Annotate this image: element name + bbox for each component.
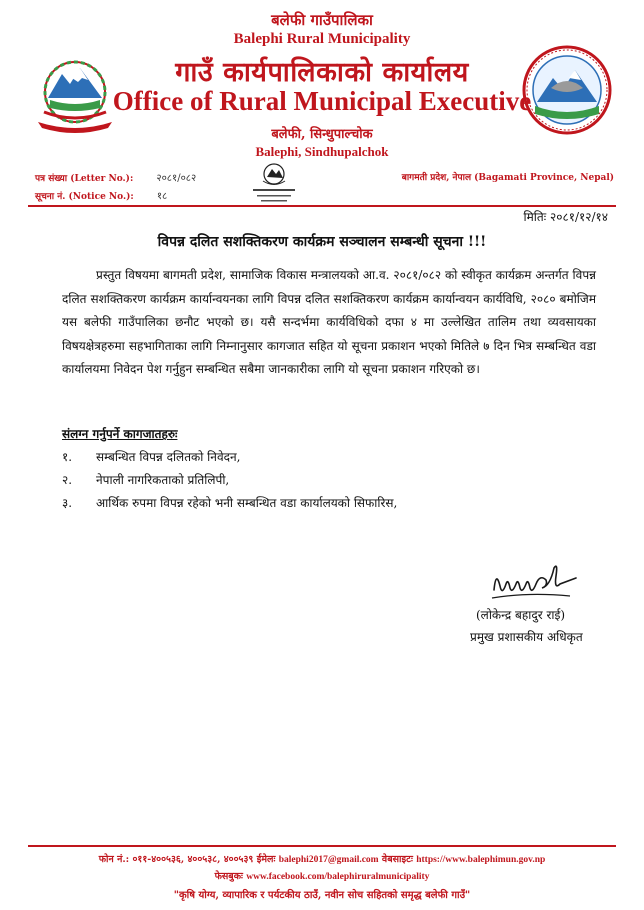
list-item-number: २. xyxy=(62,473,73,487)
footer-facebook-label: फेसबुकः xyxy=(214,871,243,882)
notice-number-label: सूचना नं. (Notice No.): xyxy=(35,192,134,202)
footer-website[interactable]: https://www.balephimun.gov.np xyxy=(416,855,546,865)
footer-facebook[interactable]: www.facebook.com/balephiruralmunicipality xyxy=(246,872,430,882)
list-item-text: आर्थिक रुपमा विपन्न रहेको भनी सम्बन्धित वडा कार्यालयको सिफारिस, xyxy=(96,496,398,510)
notice-number xyxy=(35,188,167,202)
attachments-list xyxy=(62,448,397,517)
list-item xyxy=(62,448,397,471)
footer-phone: फोन नं.: ०११-४००५३६, ४००५३८, ४००५३९ xyxy=(98,854,254,865)
list-item-number: ३. xyxy=(62,496,73,510)
notice-body-text: प्रस्तुत विषयमा बागमती प्रदेश, सामाजिक विकास मन्त्रालयको आ.व. २०८१/०८२ को स्वीकृत कार्यक्रम अन्तर्गत विपन्न दलित सशक्तिकरण कार्यक्रम कार्यान्वयनका लागि विपन्न दलित सशक्तिकरण कार्यक्रम कार्यान्वयन कार्यविधि, २०८० बमोजिम यस बलेफी गाउँपालिका छनौट भएको छ। यसै सन्दर्भमा कार्यविधिको दफा ४ मा उल्लेखित तालिम तथा व्यवसायका विषयक्षेत्रहरुमा सहभागिताका लागि निम्नानुसार कागजात सहित यो सूचना प्रकाशन भएको मितिले ७ दिन भित्र सम्बन्धित वडा कार्यालयमा निवेदन पेश गर्नुहुन सम्बन्धित सबैमा जानकारीका लागि यो सूचना प्रकाशन गरिएको छ। xyxy=(62,268,596,377)
attachments-title: संलग्न गर्नुपर्ने कागजातहरुः xyxy=(62,427,178,441)
footer-divider xyxy=(28,845,616,847)
place-english: Balephi, Sindhupalchok xyxy=(255,144,389,159)
signatory-title: प्रमुख प्रशासकीय अधिकृत xyxy=(470,630,583,644)
list-item-number: १. xyxy=(62,450,73,464)
list-item xyxy=(62,494,397,517)
place-nepali: बलेफी, सिन्धुपाल्चोक xyxy=(271,127,373,142)
signatory-name: (लोकेन्द्र बहादुर राई) xyxy=(476,608,566,622)
notice-subject: विपन्न दलित सशक्तिकरण कार्यक्रम सञ्चालन सम्बन्धी सूचना !!! xyxy=(157,234,487,250)
office-seal-icon xyxy=(243,161,305,211)
signature-icon xyxy=(488,556,580,606)
municipality-name-english: Balephi Rural Municipality xyxy=(233,31,411,47)
footer-slogan: "कृषि योग्य, व्यापारिक र पर्यटकीय ठाउँ, नवीन सोच सहितको समृद्ध बलेफी गाउँ" xyxy=(173,890,471,901)
notice-body xyxy=(62,264,596,382)
list-item-text: नेपाली नागरिकताको प्रतिलिपी, xyxy=(96,473,230,487)
office-name-nepali: गाउँ कार्यपालिकाको कार्यालय xyxy=(175,57,469,88)
footer-email-label: ईमेलः xyxy=(256,854,276,865)
header-divider xyxy=(28,205,616,207)
footer-contact xyxy=(0,852,644,865)
footer-facebook-line xyxy=(0,869,644,882)
letter-number-label: पत्र संख्या (Letter No.): xyxy=(35,174,134,184)
notice-number-value: १८ xyxy=(156,191,168,202)
footer-website-label: वेबसाइटः xyxy=(381,854,413,865)
letter-number-value: २०८१/०८२ xyxy=(156,173,197,184)
letter-number xyxy=(35,170,196,184)
notice-date: मितिः २०८१/१२/१४ xyxy=(523,210,608,224)
province-line: बागमती प्रदेश, नेपाल (Bagamati Province, Nepal) xyxy=(401,173,614,183)
municipality-name-nepali: बलेफी गाउँपालिका xyxy=(271,11,373,29)
list-item-text: सम्बन्धित विपन्न दलितको निवेदन, xyxy=(96,450,241,464)
footer-email[interactable]: balephi2017@gmail.com xyxy=(278,855,379,865)
office-name-english: Office of Rural Municipal Executive xyxy=(112,86,532,116)
list-item xyxy=(62,471,397,494)
